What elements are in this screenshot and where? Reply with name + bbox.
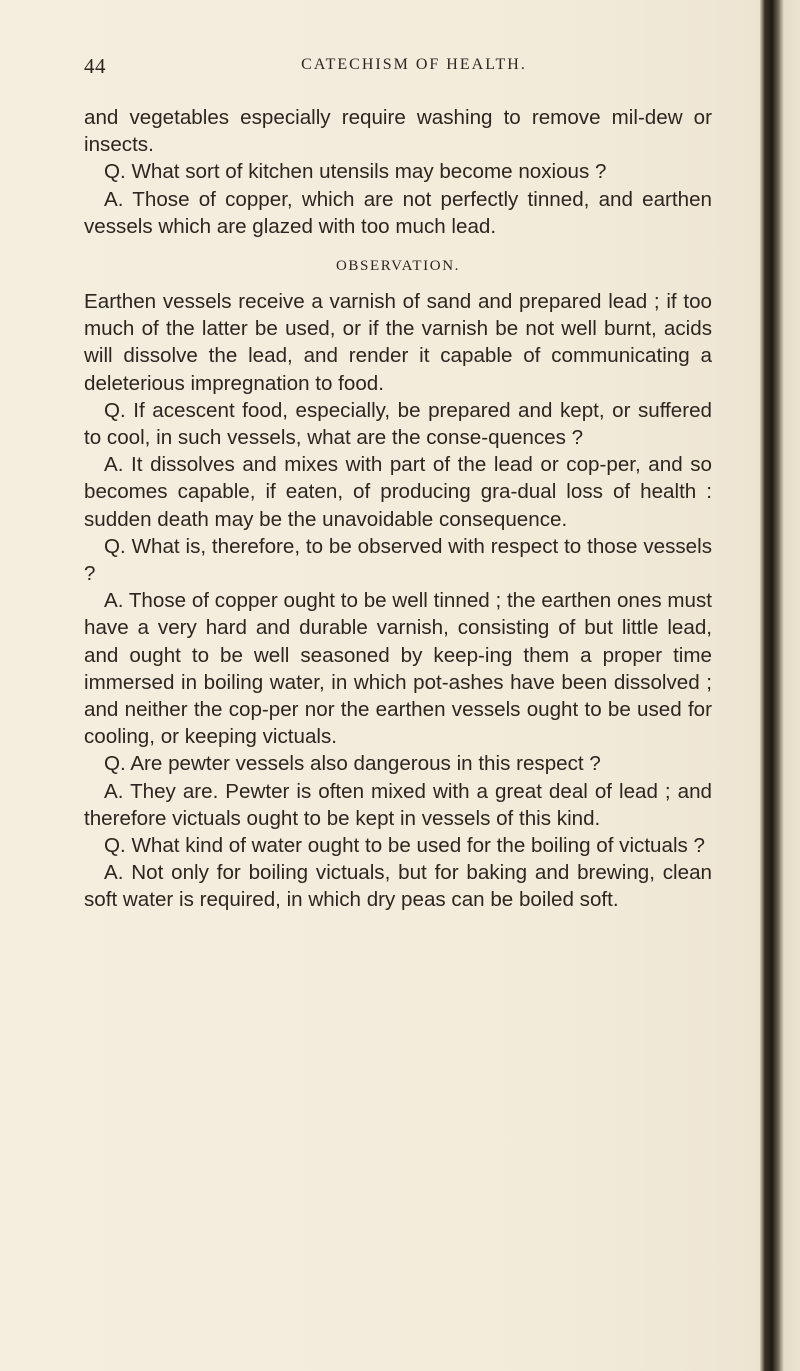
question-boiling-water: Q. What kind of water ought to be used for the boiling of victuals ? xyxy=(104,834,705,858)
question-acescent-food: Q. If acescent food, especially, be prepared and kept, or suffered to cool, in such vessels, what are the conse-quences ? xyxy=(84,398,712,450)
observation-paragraph: Earthen vessels receive a varnish of sand and prepared lead ; if too much of the latter be used, or if the varnish be not well burnt, acids will dissolve the lead, and render it capable of communicating a deleterious impregnation to food. xyxy=(84,290,712,395)
page-header xyxy=(84,54,714,84)
section-heading-observation: OBSERVATION. xyxy=(336,258,460,275)
question-observe-vessels: Q. What is, therefore, to be observed with respect to those vessels ? xyxy=(84,534,712,586)
question-kitchen-utensils: Q. What sort of kitchen utensils may become noxious ? xyxy=(104,160,607,184)
binding-gutter xyxy=(760,0,800,1371)
running-title: CATECHISM OF HEALTH. xyxy=(301,56,527,73)
answer-acescent-food: A. It dissolves and mixes with part of the lead or cop-per, and so becomes capable, if eaten, of producing gra-dual loss of health : sudden death may be the unavoidable consequence. xyxy=(84,453,712,531)
answer-boiling-water: A. Not only for boiling victuals, but for baking and brewing, clean soft water is required, in which dry peas can be boiled soft. xyxy=(84,861,712,912)
paragraph-continuation: and vegetables especially require washing to remove mil-dew or insects. xyxy=(84,106,712,157)
answer-pewter-vessels: A. They are. Pewter is often mixed with a great deal of lead ; and therefore victuals ought to be kept in vessels of this kind. xyxy=(84,779,712,830)
page-body xyxy=(84,104,712,914)
answer-observe-vessels: A. Those of copper ought to be well tinned ; the earthen ones must have a very hard and durable varnish, consisting of but little lead, and ought to be well seasoned by keep-ing them a proper time immersed in boiling water, in which pot-ashes have been dissolved ; and neither the cop-per nor the earthen vessels ought to be used for cooling, or keeping victuals. xyxy=(84,589,712,749)
question-pewter-vessels: Q. Are pewter vessels also dangerous in this respect ? xyxy=(104,752,601,776)
page-number: 44 xyxy=(84,54,106,78)
answer-kitchen-utensils: A. Those of copper, which are not perfectly tinned, and earthen vessels which are glazed with too much lead. xyxy=(84,187,712,238)
